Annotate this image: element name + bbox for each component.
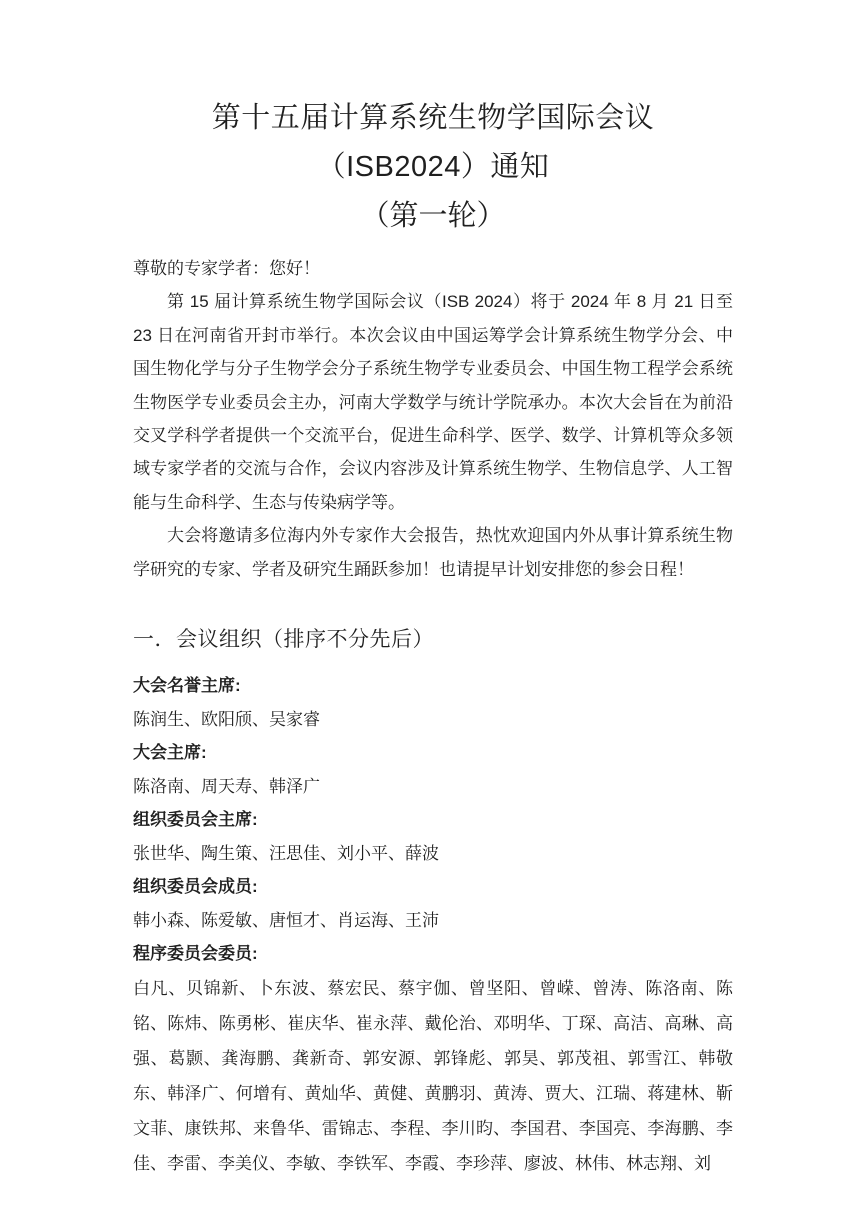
committee-label-organizing-chairs: 组织委员会主席: xyxy=(133,810,258,830)
section-heading-organization: 一．会议组织（排序不分先后） xyxy=(133,628,434,652)
committee-label-conference-chairs: 大会主席: xyxy=(133,743,207,763)
committee-label-honorary-chairs: 大会名誉主席: xyxy=(133,676,241,696)
committee-label-program-members: 程序委员会委员: xyxy=(133,944,258,964)
document-content xyxy=(133,94,733,1181)
committee-names-conference-chairs: 陈洛南、周天寿、韩泽广 xyxy=(133,776,320,796)
committee-names-program-members: 白凡、贝锦新、卜东波、蔡宏民、蔡宇伽、曾坚阳、曾嵘、曾涛、陈洛南、陈铭、陈炜、陈勇彬、崔庆华、崔永萍、戴伦治、邓明华、丁琛、高洁、高琳、高强、葛颢、龚海鹏、龚新奇、郭安源、郭锋彪、郭昊、郭茂祖、郭雪江、韩敬东、韩泽广、何增有、黄灿华、黄健、黄鹏羽、黄涛、贾大、江瑞、蒋建林、靳文菲、康铁邦、来鲁华、雷锦志、李程、李川昀、李国君、李国亮、李海鹏、李佳、李雷、李美仪、李敏、李铁军、李霞、李珍萍、廖波、林伟、林志翔、刘 xyxy=(133,978,733,1173)
committee-names-honorary-chairs: 陈润生、欧阳颀、吴家睿 xyxy=(133,709,320,729)
committee-names-organizing-chairs: 张世华、陶生策、汪思佳、刘小平、薛波 xyxy=(133,843,439,863)
document-title: 第十五届计算系统生物学国际会议（ISB2024）通知 xyxy=(211,102,655,183)
invitation-paragraph: 大会将邀请多位海内外专家作大会报告，热忱欢迎国内外从事计算系统生物学研究的专家、学者及研究生踊跃参加！也请提早计划安排您的参会日程！ xyxy=(133,526,733,579)
document-subtitle: （第一轮） xyxy=(360,200,506,232)
greeting-line: 尊敬的专家学者：您好！ xyxy=(133,259,320,278)
committee-names-organizing-members: 韩小森、陈爱敏、唐恒才、肖运海、王沛 xyxy=(133,910,439,930)
intro-paragraph: 第 15 届计算系统生物学国际会议（ISB 2024）将于 2024 年 8 月 21 日至 23 日在河南省开封市举行。本次会议由中国运筹学会计算系统生物学分会、中国生物化学与分子生物学会分子系统生物学专业委员会、中国生物工程学会系统生物医学专业委员会主办，河南大学数学与统计学院承办。本次大会旨在为前沿交叉学科学者提供一个交流平台，促进生命科学、医学、数学、计算机等众多领域专家学者的交流与合作，会议内容涉及计算系统生物学、生物信息学、人工智能与生命科学、生态与传染病学等。 xyxy=(133,292,733,512)
committee-list xyxy=(133,669,733,1181)
committee-label-organizing-members: 组织委员会成员: xyxy=(133,877,258,897)
